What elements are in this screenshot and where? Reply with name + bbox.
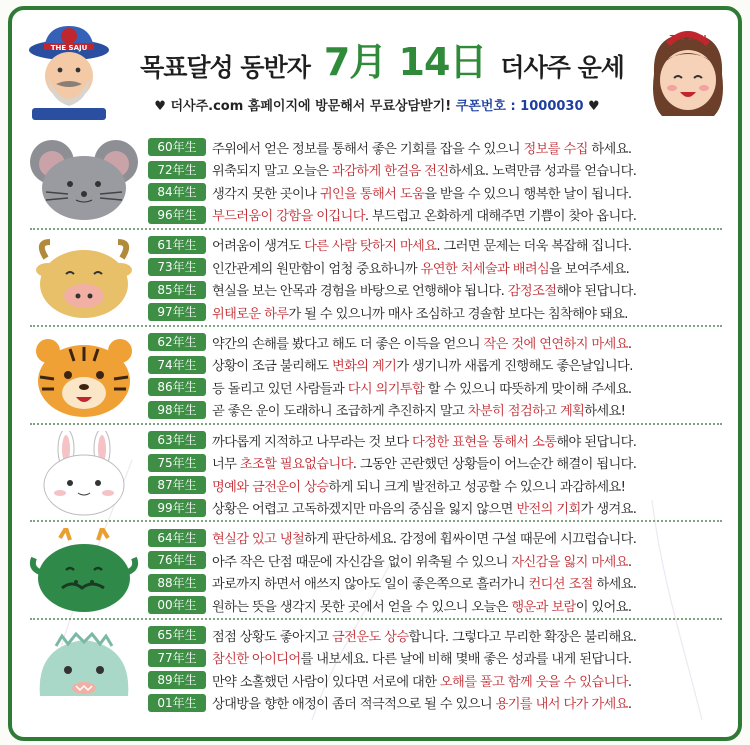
fortune-line [148, 451, 734, 474]
fortune-text [212, 400, 625, 419]
highlight-phrase: 변화의 계기 [332, 359, 397, 375]
fortune-lines [148, 234, 734, 324]
heart-right-icon: ♥ [588, 99, 600, 114]
fortune-line [148, 647, 734, 670]
text-segment: 과로까지 하면서 애쓰지 않아도 일이 좋은쪽으로 흘러가니 [212, 577, 529, 593]
birth-year-badge: 87年生 [148, 476, 206, 494]
fortune-text [212, 160, 636, 179]
fortune-line [148, 692, 734, 715]
highlight-phrase: 정보를 수집 [523, 141, 588, 157]
highlight-phrase: 행운과 보람 [511, 599, 576, 615]
birth-year-badge: 75年生 [148, 454, 206, 472]
highlight-phrase: 다른 사람 탓하지 마세요 [304, 239, 437, 255]
fortune-line [148, 526, 734, 549]
birth-year-badge: 65年生 [148, 626, 206, 644]
text-segment: 합니다. 그렇다고 무리한 확장은 불리해요. [408, 629, 637, 645]
saju-woman-mascot-icon [646, 24, 730, 120]
highlight-phrase: 반전의 기회 [516, 502, 581, 518]
birth-year-badge: 60年生 [148, 138, 206, 156]
highlight-phrase: 다정한 표현을 통해서 소통 [412, 434, 557, 450]
title-left: 목표달성 동반자 [140, 53, 310, 82]
highlight-phrase: 참신한 아이디어 [212, 652, 301, 668]
birth-year-badge: 97年生 [148, 303, 206, 321]
fortune-text [212, 183, 631, 202]
highlight-phrase: 현실감 있고 냉철 [212, 532, 305, 548]
fortune-text [212, 431, 636, 450]
fortune-text [212, 693, 631, 712]
text-segment: . 그동안 곤란했던 상황들이 어느순간 해결이 됩니다. [352, 457, 637, 473]
zodiac-row [12, 522, 738, 619]
fortune-text [212, 280, 636, 299]
rabbit-icon [26, 431, 142, 517]
fortune-line [148, 429, 734, 452]
fortune-text [212, 355, 633, 374]
text-segment: . [627, 674, 632, 690]
fortune-lines [148, 331, 734, 421]
birth-year-badge: 72年生 [148, 161, 206, 179]
text-segment: 인간관계의 원만함이 엄청 중요하니까 [212, 261, 421, 277]
highlight-phrase: 위태로운 하루 [212, 306, 289, 322]
fortune-card [8, 6, 742, 741]
fortune-line [148, 669, 734, 692]
fortune-text [212, 138, 631, 157]
saju-man-mascot-icon [26, 20, 112, 120]
text-segment: 약간의 손해를 봤다고 해도 더 좋은 이득을 얻으니 [212, 336, 484, 352]
text-segment: 너무 [212, 457, 240, 473]
text-segment: 어려움이 생겨도 [212, 239, 305, 255]
zodiac-row [12, 230, 738, 327]
ox-icon [26, 236, 142, 322]
dragon-icon [26, 528, 142, 614]
fortune-line [148, 256, 734, 279]
text-segment: 위축되지 말고 오늘은 [212, 164, 333, 180]
fortune-text [212, 573, 636, 592]
fortune-line [148, 301, 734, 324]
text-segment: 하세요. [587, 141, 632, 157]
fortune-line [148, 136, 734, 159]
birth-year-badge: 89年生 [148, 671, 206, 689]
fortune-text [212, 626, 636, 645]
highlight-phrase: 명예와 금전운이 상승 [212, 479, 329, 495]
birth-year-badge: 85年生 [148, 281, 206, 299]
fortune-lines [148, 136, 734, 226]
fortune-line [148, 159, 734, 182]
fortune-text [212, 671, 631, 690]
text-segment: 가 될 수 있으니까 매사 조심하고 경솔함 보다는 침착해야 돼요. [288, 306, 628, 322]
fortune-line [148, 204, 734, 227]
fortune-line [148, 376, 734, 399]
fortune-text [212, 596, 631, 615]
highlight-phrase: 초조할 필요없습니다 [239, 457, 353, 473]
birth-year-badge: 77年生 [148, 649, 206, 667]
highlight-phrase: 용기를 내서 다가 가세요 [495, 697, 628, 713]
text-segment: . [627, 697, 632, 713]
text-segment: 현실을 보는 안목과 경험을 바탕으로 언행해야 됩니다. [212, 284, 508, 300]
highlight-phrase: 유연한 처세술과 배려심 [420, 261, 550, 277]
zodiac-row [12, 132, 738, 229]
tiger-icon [26, 333, 142, 419]
text-segment: 하게 판단하세요. 감정에 휩싸이면 구설 때문에 시끄럽습니다. [304, 532, 637, 548]
text-segment: 하세요. 노력만큼 성과를 얻습니다. [448, 164, 637, 180]
birth-year-badge: 01年生 [148, 694, 206, 712]
text-segment: 등 돌리고 있던 사람들과 [212, 381, 348, 397]
title-date: 7月 14日 [323, 40, 487, 84]
birth-year-badge: 99年生 [148, 499, 206, 517]
text-segment: 상황이 조금 불리해도 [212, 359, 333, 375]
text-segment: 해야 된답니다. [556, 284, 637, 300]
snake-icon [26, 626, 142, 712]
text-segment: 생각지 못한 곳이나 [212, 186, 320, 202]
highlight-phrase: 다시 의기투합 [347, 381, 425, 397]
highlight-phrase: 감정조절 [507, 284, 557, 300]
text-segment: . [627, 336, 632, 352]
birth-year-badge: 96年生 [148, 206, 206, 224]
text-segment: 상황은 어렵고 고독하겠지만 마음의 중심을 잃지 않으면 [212, 502, 517, 518]
fortune-text [212, 551, 631, 570]
text-segment: 하세요. [592, 577, 637, 593]
fortune-text [212, 258, 629, 277]
headband-label: THE SAJU [669, 34, 707, 42]
text-segment: 하게 되니 크게 발전하고 성공할 수 있으니 과감하세요! [328, 479, 626, 495]
fortune-text [212, 648, 631, 667]
highlight-phrase: 오해를 풀고 함께 웃을 수 있습니다 [439, 674, 628, 690]
birth-year-badge: 86年生 [148, 378, 206, 396]
promo-text: 더사주.com 홈페이지에 방문해서 무료상담받기! [170, 99, 452, 114]
birth-year-badge: 84年生 [148, 183, 206, 201]
text-segment: 을 받을 수 있으니 행복한 날이 됩니다. [424, 186, 632, 202]
birth-year-badge: 62年生 [148, 333, 206, 351]
birth-year-badge: 74年生 [148, 356, 206, 374]
fortune-lines [148, 429, 734, 519]
fortune-text [212, 333, 631, 352]
fortune-line [148, 571, 734, 594]
fortune-line [148, 496, 734, 519]
text-segment: 상대방을 향한 애정이 좀더 적극적으로 될 수 있으니 [212, 697, 496, 713]
text-segment: 가 생겨요. [580, 502, 637, 518]
fortune-lines [148, 624, 734, 714]
birth-year-badge: 00年生 [148, 596, 206, 614]
text-segment: 까다롭게 지적하고 나무라는 것 보다 [212, 434, 413, 450]
text-segment: . [627, 554, 632, 570]
zodiac-row [12, 620, 738, 717]
fortune-text [212, 498, 636, 517]
zodiac-row [12, 425, 738, 522]
text-segment: 원하는 뜻을 생각지 못한 곳에서 얻을 수 있으니 오늘은 [212, 599, 512, 615]
fortune-text [212, 476, 625, 495]
fortune-line [148, 331, 734, 354]
text-segment: 아주 작은 단점 때문에 자신감을 없이 위축될 수 있으니 [212, 554, 512, 570]
birth-year-badge: 88年生 [148, 574, 206, 592]
fortune-text [212, 205, 636, 224]
text-segment: 하세요! [584, 404, 626, 420]
highlight-phrase: 작은 것에 연연하지 마세요 [483, 336, 628, 352]
highlight-phrase: 차분히 점검하고 계획 [467, 404, 585, 420]
title-right: 더사주 운세 [500, 53, 624, 82]
highlight-phrase: 자신감을 잃지 마세요 [511, 554, 628, 570]
text-segment: 만약 소홀했던 사람이 있다면 서로에 대한 [212, 674, 440, 690]
highlight-phrase: 귀인을 통해서 도움 [319, 186, 425, 202]
fortune-lines [148, 526, 734, 616]
fortune-line [148, 474, 734, 497]
fortune-line [148, 354, 734, 377]
text-segment: 이 있어요. [575, 599, 632, 615]
fortune-line [148, 624, 734, 647]
fortune-line [148, 399, 734, 422]
fortune-text [212, 378, 631, 397]
fortune-line [148, 181, 734, 204]
fortune-line [148, 279, 734, 302]
hat-label: THE SAJU [50, 44, 88, 52]
highlight-phrase: 금전운도 상승 [332, 629, 409, 645]
title-row [112, 28, 652, 84]
fortune-line [148, 594, 734, 617]
text-segment: 해야 된답니다. [556, 434, 637, 450]
rat-icon [26, 138, 142, 224]
highlight-phrase: 과감하게 한걸음 전진 [332, 164, 449, 180]
birth-year-badge: 98年生 [148, 401, 206, 419]
fortune-text [212, 303, 628, 322]
text-segment: 할 수 있으니 따뜻하게 맞이해 주세요. [424, 381, 632, 397]
fortune-text [212, 528, 636, 547]
fortune-text [212, 235, 631, 254]
highlight-phrase: 부드러움이 강함을 이깁니다 [212, 209, 365, 225]
promo-line [107, 95, 647, 114]
header [12, 10, 738, 125]
text-segment: 주위에서 얻은 정보를 통해서 좋은 기회를 잡을 수 있으니 [212, 141, 524, 157]
fortune-line [148, 549, 734, 572]
coupon-code: 쿠폰번호 : 1000030 [455, 99, 584, 114]
text-segment: 곧 좋은 운이 도래하니 조급하게 추진하지 말고 [212, 404, 468, 420]
text-segment: 점점 상황도 좋아지고 [212, 629, 333, 645]
birth-year-badge: 76年生 [148, 551, 206, 569]
birth-year-badge: 73年生 [148, 258, 206, 276]
birth-year-badge: 61年生 [148, 236, 206, 254]
text-segment: . 그러면 문제는 더욱 복잡해 집니다. [436, 239, 632, 255]
fortune-text [212, 453, 636, 472]
fortune-line [148, 234, 734, 257]
zodiac-row [12, 327, 738, 424]
highlight-phrase: 컨디션 조절 [528, 577, 593, 593]
birth-year-badge: 63年生 [148, 431, 206, 449]
text-segment: . 부드럽고 온화하게 대해주면 기쁨이 찾아 옵니다. [364, 209, 637, 225]
birth-year-badge: 64年生 [148, 529, 206, 547]
heart-left-icon: ♥ [154, 99, 166, 114]
text-segment: 을 보여주세요. [549, 261, 630, 277]
text-segment: 가 생기니까 새롭게 진행해도 좋은날입니다. [396, 359, 633, 375]
text-segment: 를 내보세요. 다른 날에 비해 몇배 좋은 성과를 내게 된답니다. [300, 652, 632, 668]
